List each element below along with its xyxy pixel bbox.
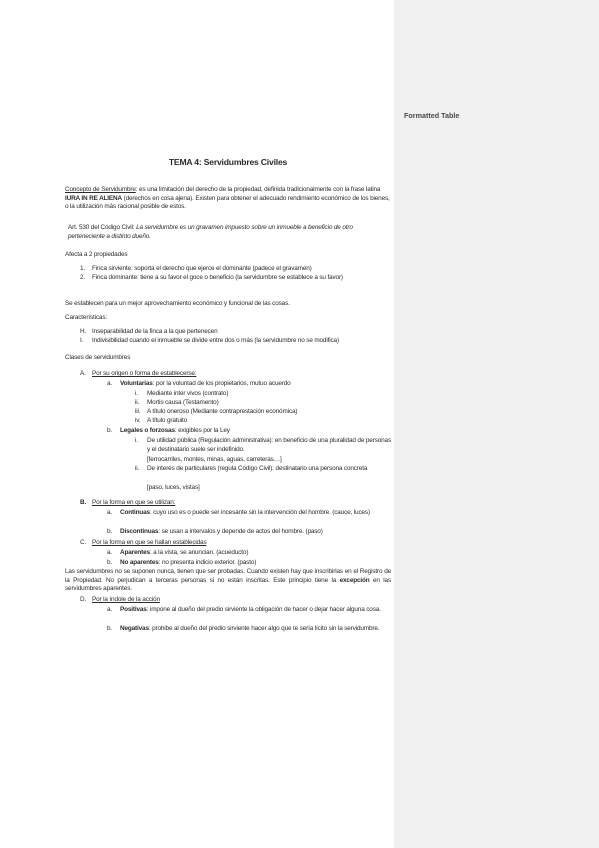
list-marker: a.: [107, 549, 113, 556]
section-title: Por la índole de la acción: [92, 596, 160, 603]
classes-heading: Clases de servidumbres: [65, 354, 131, 361]
list-item: Indivisibilidad cuando el inmueble se divide entre dos o más (la servidumbre no se modifica): [92, 336, 339, 344]
affects-text: Afecta a 2 propiedades: [65, 251, 128, 258]
list-marker: I.: [80, 336, 84, 344]
section-marker: B.: [80, 499, 87, 506]
list-item: A título oneroso (Mediante contraprestación económica): [147, 408, 298, 416]
list-item: Mediante inter vivos (contrato): [147, 389, 229, 397]
formatted-table-label: Formatted Table: [404, 111, 460, 120]
list-marker: b.: [107, 528, 113, 535]
list-item: A título gratuito: [147, 417, 188, 425]
article-paragraph: [68, 224, 390, 241]
concept-paragraph: [65, 186, 391, 212]
list-marker: b.: [107, 558, 113, 566]
purpose-text: Se establecen para un mejor aprovechamiento económico y funcional de las cosas.: [65, 300, 290, 307]
list-item: Finca dominante: tiene a su favor el goce o beneficio (la servidumbre se establece a su favor): [92, 273, 343, 281]
article-quote: La servidumbre es un gravamen impuesto sobre un inmueble a beneficio de otro perteneciente a distinto dueño.: [68, 224, 353, 240]
list-marker: ii.: [135, 465, 140, 472]
list-item: Mortis causa (Testamento): [147, 398, 219, 406]
list-item: Continuas: cuyo uso es o puede ser incesante sin la intervención del hombre. (cauce, luces): [120, 509, 370, 516]
list-item: De utilidad pública (Regulación administrativa): en beneficio de una pluralidad de personas y el destinatario suele ser indefinido.: [147, 437, 391, 453]
concept-text: : es una limitación del derecho de la propiedad, definida tradicionalmente con la frase latina: [135, 186, 381, 193]
list-item: Voluntarias: por la voluntad de los propietarios, mutuo acuerdo: [120, 380, 291, 387]
section-title: Por la forma en que se utilizan:: [92, 499, 176, 506]
section-title: Por su origen o forma de establecerse:: [92, 370, 197, 377]
list-marker: a.: [107, 606, 113, 613]
list-marker: iii.: [135, 408, 141, 416]
concept-term: Concepto de Servidumbre: [65, 186, 136, 193]
list-item: Aparentes: a la vista, se anuncian. (acueducto): [120, 549, 249, 556]
list-marker: b.: [107, 625, 113, 632]
article-prefix: Art. 530 del Código Civil:: [68, 224, 137, 231]
list-marker: a.: [107, 509, 113, 516]
list-item: Inseparabilidad de la finca a la que pertenecen: [92, 328, 218, 335]
list-item-extra: [ferrocarriles, montes, minas, aguas, carreteras…]: [147, 455, 282, 463]
list-item: No aparentes: no presenta indicio exterior. (pasto): [120, 558, 257, 566]
list-item: Discontinuas: se usan a intervalos y depende de actos del hombre. (paso): [120, 528, 323, 535]
list-item: Legales o forzosas: exigibles por la Ley: [120, 427, 230, 434]
page-title: TEMA 4: Servidumbres Civiles: [168, 157, 288, 167]
section-title: Por la forma en que se hallan establecidas: [92, 539, 207, 546]
list-marker: ii.: [135, 398, 140, 406]
list-marker: 2.: [80, 273, 86, 281]
comments-sidebar: [394, 0, 599, 848]
list-item: Positivas: impone al dueño del predio sirviente la obligación de hacer o dejar hacer alguna cosa.: [120, 606, 381, 613]
concept-latin: IURA IN RE ALIENA: [65, 194, 122, 202]
list-item: Finca sirviente: soporta el derecho que ejerce el dominante (padece el gravamen): [92, 265, 312, 272]
list-marker: i.: [135, 437, 138, 444]
list-marker: H.: [80, 328, 87, 335]
list-marker: b.: [107, 427, 113, 434]
list-marker: i.: [135, 389, 138, 397]
registry-note: Las servidumbres no se suponen nunca, tienen que ser probadas. Cuando existen hay que inscribirlas en el Registro de la Propiedad. No perjudican a terceras personas si no están inscritas. Este principio tiene la excepción en las servidumbres aparentes.: [65, 568, 392, 593]
section-marker: A.: [80, 370, 86, 377]
concept-text-2: (derechos en cosa ajena). Existen para obtener el adecuado rendimiento económico de los bienes, o la utilización más racional posible de estos.: [65, 194, 390, 211]
list-marker: 1.: [80, 265, 86, 272]
list-marker: a.: [107, 380, 113, 387]
list-item: De interés de particulares (regula Código Civil): destinatario una persona concreta: [147, 465, 368, 472]
list-item-extra: [paso, luces, vistas]: [147, 483, 200, 491]
section-marker: D.: [80, 596, 87, 603]
characteristics-heading: Características:: [65, 314, 107, 321]
section-marker: C.: [80, 539, 87, 546]
list-item: Negativas: prohibe al dueño del predio sirviente hacer algo que te sería lícito sin la servidumbre.: [120, 625, 380, 632]
list-marker: iv.: [135, 417, 141, 425]
